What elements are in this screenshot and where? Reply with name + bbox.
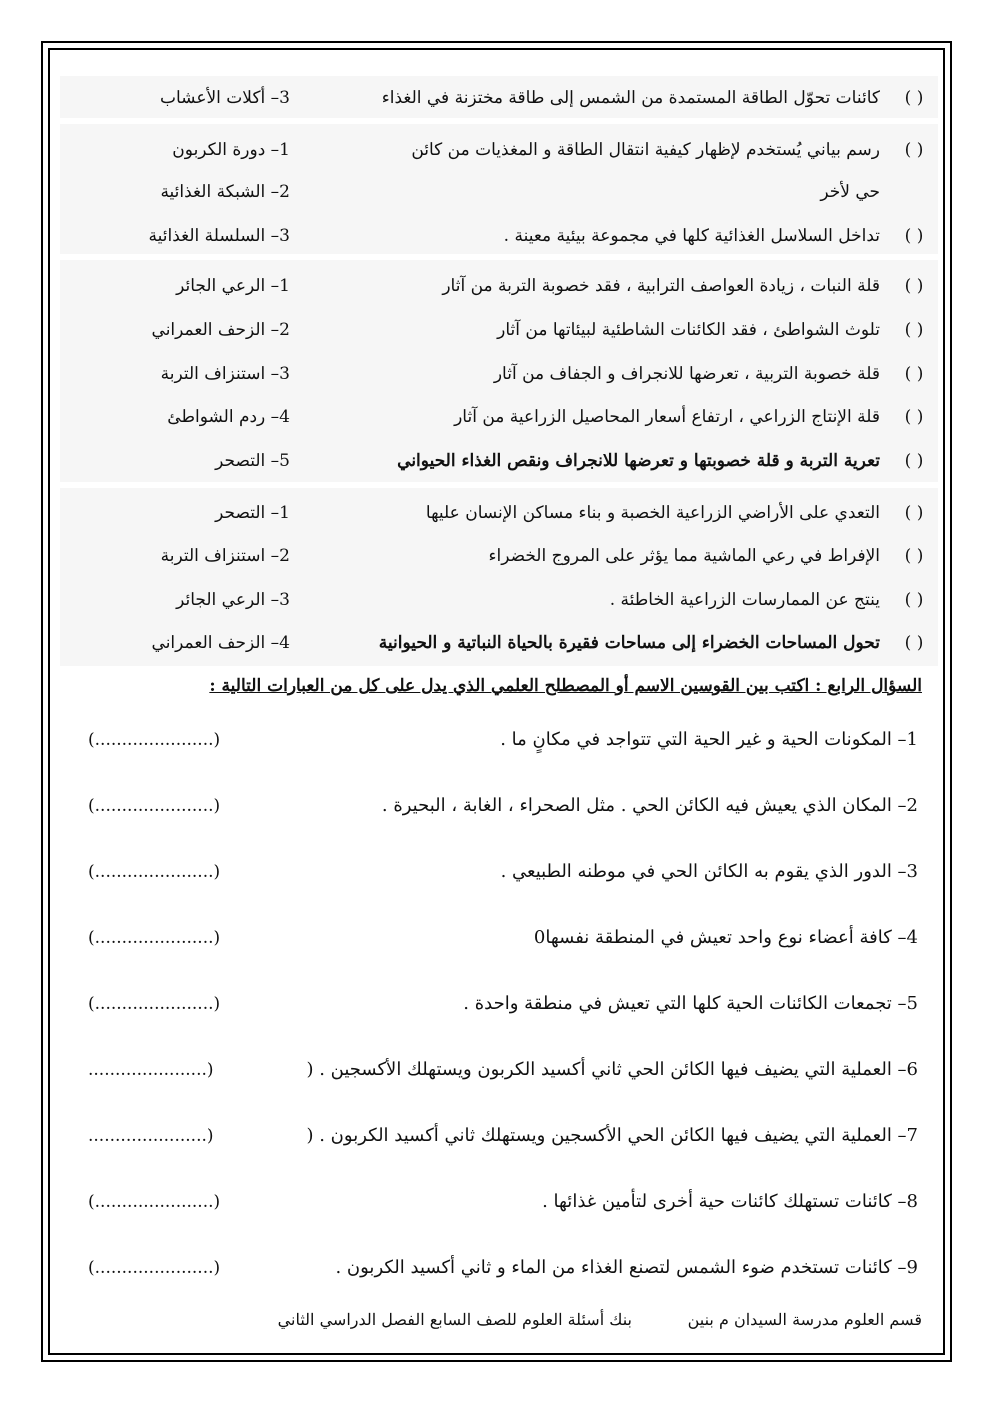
matching-row <box>60 219 938 253</box>
question-text: 4– كافة أعضاء نوع واحد تعيش في المنطقة نفسها0 <box>533 927 918 948</box>
matching-option: 3– استنزاف التربة <box>160 364 290 384</box>
matching-row <box>60 175 938 209</box>
matching-option: 3– الرعي الجائر <box>176 590 290 610</box>
matching-row <box>60 133 938 167</box>
matching-row <box>60 81 938 115</box>
question-text: 9– كائنات تستخدم ضوء الشمس لتصنع الغذاء من الماء و ثاني أكسيد الكربون . <box>335 1257 918 1278</box>
matching-row <box>60 539 938 573</box>
answer-parentheses[interactable]: ( ) <box>904 451 924 471</box>
matching-statement: رسم بياني يُستخدم لإظهار كيفية انتقال الطاقة و المغذيات من كائن <box>411 140 880 160</box>
answer-parentheses[interactable]: ( ) <box>904 320 924 340</box>
answer-parentheses[interactable]: ( ) <box>904 364 924 384</box>
matching-statement: قلة النبات ، زيادة العواصف الترابية ، فقد خصوبة التربة من آثار <box>442 276 880 296</box>
answer-blank[interactable]: (......................) <box>88 928 221 948</box>
question-text: 1– المكونات الحية و غير الحية التي تتواجد في مكانٍ ما . <box>500 729 918 750</box>
question-item <box>60 723 938 757</box>
matching-statement: تلوث الشواطئ ، فقد الكائنات الشاطئية لبيئاتها من آثار <box>497 320 880 340</box>
matching-option: 2– الشبكة الغذائية <box>160 182 290 202</box>
matching-option: 3– السلسلة الغذائية <box>148 226 290 246</box>
matching-statement: قلة خصوبة التربية ، تعرضها للانجراف و الجفاف من آثار <box>493 364 880 384</box>
question-item <box>60 1053 938 1087</box>
matching-option: 3– أكلات الأعشاب <box>159 88 290 108</box>
footer-bank-title: بنك أسئلة العلوم للصف السابع الفصل الدراسي الثاني <box>277 1310 632 1329</box>
answer-parentheses[interactable]: ( ) <box>904 546 924 566</box>
question-item <box>60 1185 938 1219</box>
matching-statement: التعدي على الأراضي الزراعية الخصبة و بناء مساكن الإنسان عليها <box>425 503 880 523</box>
matching-option: 1– دورة الكربون <box>172 140 290 160</box>
matching-option: 1– التصحر <box>215 503 290 523</box>
question-item <box>60 855 938 889</box>
matching-row <box>60 313 938 347</box>
answer-parentheses[interactable]: ( ) <box>904 88 924 108</box>
question-item <box>60 1119 938 1153</box>
matching-row <box>60 583 938 617</box>
matching-statement: الإفراط في رعي الماشية مما يؤثر على المروج الخضراء <box>488 546 880 566</box>
answer-blank[interactable]: ......................) <box>88 1060 214 1080</box>
footer-department: قسم العلوم مدرسة السيدان م بنين <box>687 1310 922 1329</box>
matching-option: 1– الرعي الجائر <box>176 276 290 296</box>
matching-row <box>60 400 938 434</box>
answer-parentheses[interactable]: ( ) <box>904 503 924 523</box>
matching-statement: تحول المساحات الخضراء إلى مساحات فقيرة بالحياة النباتية و الحيوانية <box>378 633 880 653</box>
matching-statement: تداخل السلاسل الغذائية كلها في مجموعة بيئية معينة . <box>503 226 880 246</box>
answer-blank[interactable]: ......................) <box>88 1126 214 1146</box>
matching-option: 5– التصحر <box>215 451 290 471</box>
matching-statement: ينتج عن الممارسات الزراعية الخاطئة . <box>609 590 880 610</box>
question-text: 2– المكان الذي يعيش فيه الكائن الحي . مثل الصحراء ، الغابة ، البحيرة . <box>381 795 918 816</box>
matching-option: 2– الزحف العمراني <box>151 320 290 340</box>
question-item <box>60 789 938 823</box>
question-4-title: السؤال الرابع : اكتب بين القوسين الاسم أو المصطلح العلمي الذي يدل على كل من العبارات التالية : <box>209 676 922 696</box>
answer-parentheses[interactable]: ( ) <box>904 633 924 653</box>
matching-statement: حي لأخر <box>820 182 880 202</box>
answer-blank[interactable]: (......................) <box>88 1258 221 1278</box>
answer-blank[interactable]: (......................) <box>88 1192 221 1212</box>
matching-statement: قلة الإنتاج الزراعي ، ارتفاع أسعار المحاصيل الزراعية من آثار <box>454 407 880 427</box>
answer-blank[interactable]: (......................) <box>88 994 221 1014</box>
answer-parentheses[interactable]: ( ) <box>904 276 924 296</box>
answer-parentheses[interactable]: ( ) <box>904 226 924 246</box>
question-text: 3– الدور الذي يقوم به الكائن الحي في موطنه الطبيعي . <box>500 861 918 882</box>
matching-option: 4– الزحف العمراني <box>151 633 290 653</box>
matching-option: 4– ردم الشواطئ <box>167 407 290 427</box>
question-text: 5– تجمعات الكائنات الحية كلها التي تعيش في منطقة واحدة . <box>463 993 918 1014</box>
answer-blank[interactable]: (......................) <box>88 862 221 882</box>
question-item <box>60 1251 938 1285</box>
matching-option: 2– استنزاف التربة <box>160 546 290 566</box>
answer-blank[interactable]: (......................) <box>88 796 221 816</box>
matching-row <box>60 626 938 660</box>
question-text: 6– العملية التي يضيف فيها الكائن الحي ثاني أكسيد الكربون ويستهلك الأكسجين . ( <box>306 1059 918 1080</box>
matching-row <box>60 444 938 478</box>
matching-statement: تعرية التربة و قلة خصوبتها و تعرضها للانجراف ونقص الغذاء الحيواني <box>397 451 880 471</box>
answer-blank[interactable]: (......................) <box>88 730 221 750</box>
question-text: 8– كائنات تستهلك كائنات حية أخرى لتأمين غذائها . <box>542 1191 918 1212</box>
matching-row <box>60 269 938 303</box>
matching-row <box>60 496 938 530</box>
matching-row <box>60 357 938 391</box>
question-text: 7– العملية التي يضيف فيها الكائن الحي الأكسجين ويستهلك ثاني أكسيد الكربون . ( <box>306 1125 918 1146</box>
answer-parentheses[interactable]: ( ) <box>904 407 924 427</box>
question-item <box>60 987 938 1021</box>
answer-parentheses[interactable]: ( ) <box>904 590 924 610</box>
answer-parentheses[interactable]: ( ) <box>904 140 924 160</box>
matching-statement: كائنات تحوّل الطاقة المستمدة من الشمس إلى طاقة مختزنة في الغذاء <box>381 88 880 108</box>
question-item <box>60 921 938 955</box>
